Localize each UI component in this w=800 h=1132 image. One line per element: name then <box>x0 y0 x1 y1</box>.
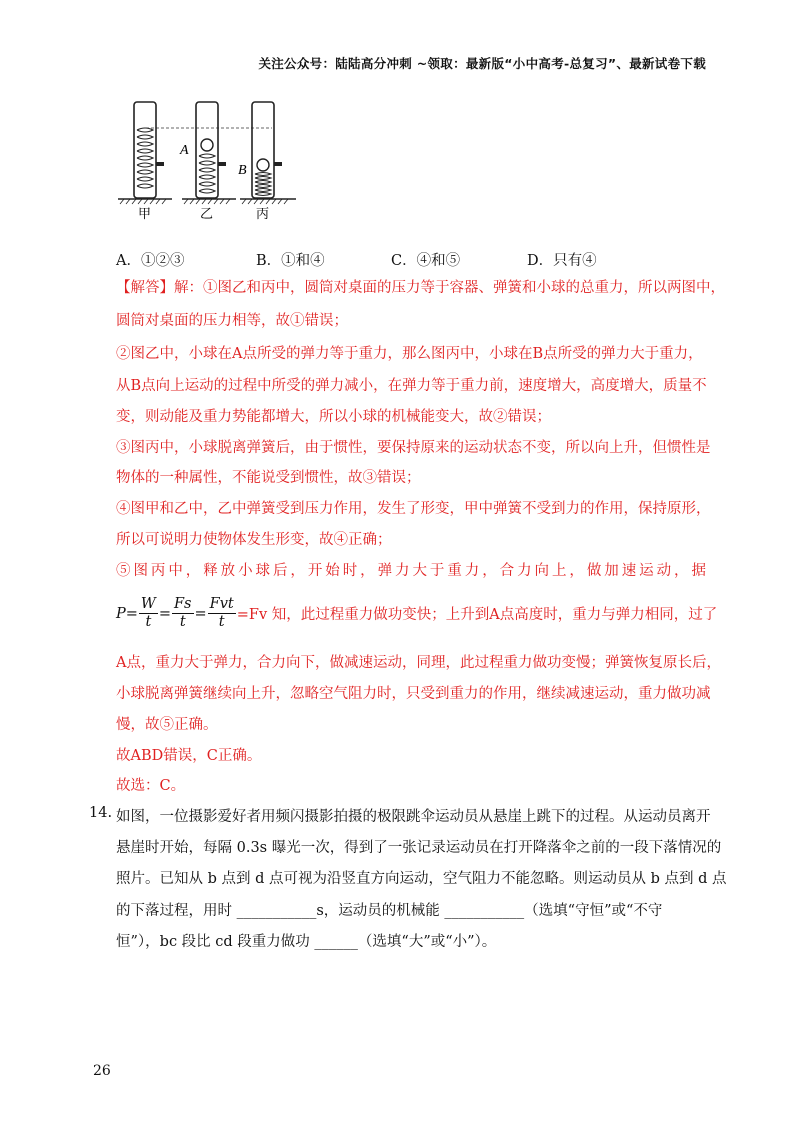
tube-label-bing: 丙 <box>256 207 270 222</box>
formula-p: P <box>116 605 126 622</box>
question-line: 如图，一位摄影爱好者用频闪摄影拍摄的极限跳伞运动员从悬崖上跳下的过程。从运动员离开 <box>116 809 711 825</box>
formula-tail: =Fv 知，此过程重力做功变快；上升到A点高度时，重力与弹力相同，过了 <box>236 607 718 623</box>
label-b: B <box>238 163 247 178</box>
option-a: A．①②③ <box>116 253 185 269</box>
solution-tag: 【解答】 <box>116 280 174 296</box>
spring-tubes-figure <box>112 92 302 224</box>
formula-frac-fvt-t: $\frac{\text{Fvt}}{t}$ <box>209 596 234 630</box>
page-header: 关注公众号：陆陆高分冲刺 ~领取：最新版“小中高考-总复习”、最新试卷下载 <box>258 56 706 71</box>
tube-label-jia: 甲 <box>138 207 152 222</box>
solution-line: ④图甲和乙中，乙中弹簧受到压力作用，发生了形变，甲中弹簧不受到力的作用，保持原形， <box>116 501 711 517</box>
question-line: 的下落过程，用时 ___________s，运动员的机械能 ___________（选填“守恒”或“不守 <box>116 903 663 919</box>
solution-line: 变，则动能及重力势能都增大，所以小球的机械能变大，故②错误； <box>116 409 551 425</box>
solution-line: 小球脱离弹簧继续向上升，忽略空气阻力时，只受到重力的作用，继续减速运动，重力做功减 <box>116 686 711 702</box>
tube-jia <box>134 102 164 198</box>
label-a: A <box>180 143 189 158</box>
option-b: B．①和④ <box>256 253 325 269</box>
question-line: 照片。已知从 b 点到 d 点可视为沿竖直方向运动，空气阻力不能忽略。则运动员从 b 点到 d 点 <box>116 871 727 887</box>
solution-line: 所以可说明力使物体发生形变，故④正确； <box>116 532 392 548</box>
question-line: 恒”），bc 段比 cd 段重力做功 ______（选填“大”或“小”）。 <box>116 934 497 950</box>
option-d: D．只有④ <box>527 253 597 269</box>
solution-line: 解：①图乙和丙中，圆筒对桌面的压力等于容器、弹簧和小球的总重力，所以两图中， <box>174 280 725 296</box>
page-number: 26 <box>93 1063 111 1079</box>
solution-line: 圆筒对桌面的压力相等，故①错误； <box>116 313 348 329</box>
formula-frac-w-t: $\frac{W}{t}$ <box>140 596 156 630</box>
power-formula: P= $\frac{W}{t}$ = $\frac{Fs}{t}$ = $\frac{\text{Fvt}}{t}$ =Fv 知，此过程重力做功变快；上升到A点高度时，重力与弹力相同，过了 <box>116 596 718 630</box>
solution-line: A点，重力大于弹力，合力向下，做减速运动，同理，此过程重力做功变慢；弹簧恢复原长后， <box>116 655 721 671</box>
tube-label-yi: 乙 <box>200 207 214 222</box>
solution-line: 慢，故⑤正确。 <box>116 717 218 733</box>
formula-frac-fs-t: $\frac{Fs}{t}$ <box>173 596 192 630</box>
solution-line: ②图乙中，小球在A点所受的弹力等于重力，那么图丙中，小球在B点所受的弹力大于重力， <box>116 346 703 362</box>
solution-line: 故选：C。 <box>116 778 186 794</box>
solution-line: ⑤图丙中，释放小球后，开始时，弹力大于重力，合力向上，做加速运动，据 <box>116 563 706 579</box>
solution-line: 故ABD错误，C正确。 <box>116 748 262 764</box>
question-line: 悬崖时开始，每隔 0.3s 曝光一次，得到了一张记录运动员在打开降落伞之前的一段下落情况的 <box>116 840 722 856</box>
solution-line: 物体的一种属性，不能说受到惯性，故③错误； <box>116 470 421 486</box>
question-number: 14. <box>89 805 113 821</box>
solution-line: 从B点向上运动的过程中所受的弹力减小，在弹力等于重力前，速度增大，高度增大，质量不 <box>116 378 707 394</box>
tube-yi <box>196 102 226 198</box>
solution-line: ③图丙中，小球脱离弹簧后，由于惯性，要保持原来的运动状态不变，所以向上升，但惯性是 <box>116 440 711 456</box>
tube-bing <box>252 102 282 198</box>
option-c: C．④和⑤ <box>391 253 461 269</box>
